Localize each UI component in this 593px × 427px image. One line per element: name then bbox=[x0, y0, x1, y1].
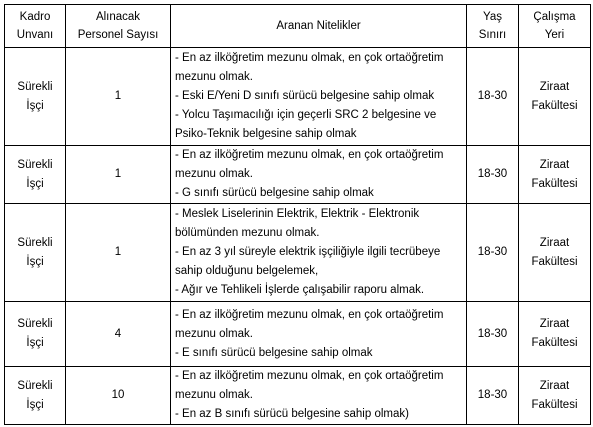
cell-unvan: Sürekli İşçi bbox=[5, 302, 66, 367]
table-row bbox=[5, 146, 591, 204]
cell-yas: 18-30 bbox=[467, 204, 519, 302]
cell-nitelikler: - En az ilköğretim mezunu olmak, en çok ortaöğretim mezunu olmak. - G sınıfı sürücü belgesine sahip olmak bbox=[171, 146, 467, 204]
header-aranan-nitelikler: Aranan Nitelikler bbox=[171, 5, 467, 48]
cell-unvan: Sürekli İşçi bbox=[5, 48, 66, 146]
cell-sayi: 1 bbox=[66, 48, 171, 146]
cell-sayi: 4 bbox=[66, 302, 171, 367]
header-personel-sayisi: Alınacak Personel Sayısı bbox=[66, 5, 171, 48]
cell-nitelikler: - En az ilköğretim mezunu olmak, en çok ortaöğretim mezunu olmak. - En az B sınıfı sürücü belgesine sahip olmak) bbox=[171, 367, 467, 425]
cell-nitelikler: - Meslek Liselerinin Elektrik, Elektrik - Elektronik bölümünden mezunu olmak. - En az 3 yıl süreyle elektrik işçiliğiyle ilgili tecrübeye sahip olduğunu belgelemek, - Ağır ve Tehlikeli İşlerde çalışabilir raporu almak. bbox=[171, 204, 467, 302]
cell-yer: Ziraat Fakültesi bbox=[519, 302, 591, 367]
cell-nitelikler: - En az ilköğretim mezunu olmak, en çok ortaöğretim mezunu olmak. - Eski E/Yeni D sınıfı sürücü belgesine sahip olmak - Yolcu Taşımacılığı için geçerli SRC 2 belgesine ve Psiko-Teknik belgesine sahip olmak bbox=[171, 48, 467, 146]
cell-unvan: Sürekli İşçi bbox=[5, 367, 66, 425]
table-row bbox=[5, 302, 591, 367]
cell-yas: 18-30 bbox=[467, 48, 519, 146]
job-requirements-table bbox=[4, 4, 591, 425]
header-calisma-yeri: Çalışma Yeri bbox=[519, 5, 591, 48]
cell-yer: Ziraat Fakültesi bbox=[519, 48, 591, 146]
cell-yas: 18-30 bbox=[467, 367, 519, 425]
header-row bbox=[5, 5, 591, 48]
cell-yer: Ziraat Fakültesi bbox=[519, 367, 591, 425]
cell-unvan: Sürekli İşçi bbox=[5, 204, 66, 302]
header-yas-siniri: Yaş Sınırı bbox=[467, 5, 519, 48]
table-row bbox=[5, 48, 591, 146]
cell-nitelikler: - En az ilköğretim mezunu olmak, en çok ortaöğretim mezunu olmak. - E sınıfı sürücü belgesine sahip olmak bbox=[171, 302, 467, 367]
header-kadro-unvani: Kadro Unvanı bbox=[5, 5, 66, 48]
table-row bbox=[5, 367, 591, 425]
cell-unvan: Sürekli İşçi bbox=[5, 146, 66, 204]
cell-sayi: 10 bbox=[66, 367, 171, 425]
cell-yer: Ziraat Fakültesi bbox=[519, 146, 591, 204]
cell-sayi: 1 bbox=[66, 146, 171, 204]
cell-yer: Ziraat Fakültesi bbox=[519, 204, 591, 302]
cell-sayi: 1 bbox=[66, 204, 171, 302]
cell-yas: 18-30 bbox=[467, 302, 519, 367]
table-row bbox=[5, 204, 591, 302]
cell-yas: 18-30 bbox=[467, 146, 519, 204]
